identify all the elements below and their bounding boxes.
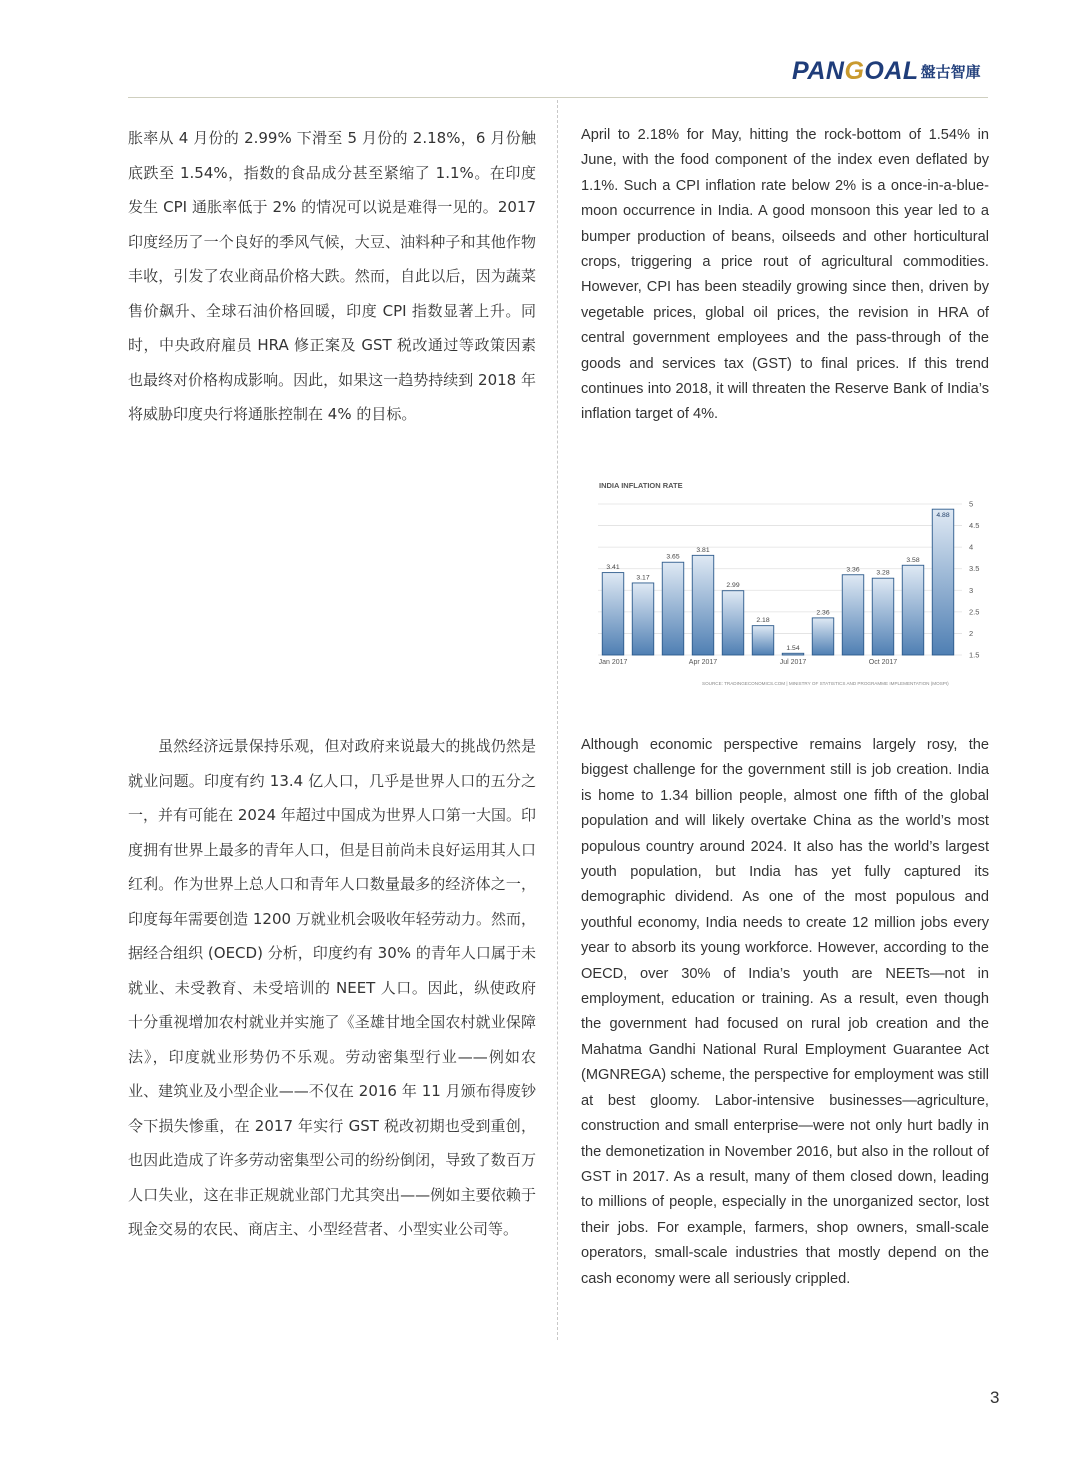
bar-value-label: 3.65	[666, 553, 680, 561]
y-tick-label: 4	[969, 542, 974, 552]
y-tick-label: 4.5	[969, 521, 980, 531]
y-tick-label: 1.5	[969, 650, 980, 660]
bar-value-label: 3.81	[696, 546, 710, 554]
bar-value-label: 2.36	[816, 609, 830, 617]
page-number: 3	[990, 1388, 1000, 1407]
bar-value-label: 3.41	[606, 564, 620, 572]
column-divider	[557, 100, 558, 1340]
bar-value-label: 3.17	[636, 574, 650, 582]
bar	[662, 562, 684, 655]
bar	[932, 509, 954, 655]
y-tick-label: 5	[969, 499, 974, 509]
bar	[812, 618, 834, 655]
x-tick-label: Jan 2017	[598, 659, 628, 666]
bar	[842, 575, 864, 655]
bar	[692, 555, 714, 655]
bar	[602, 573, 624, 655]
y-tick-label: 3.5	[969, 564, 980, 574]
bar-value-label: 3.28	[876, 569, 890, 577]
chart-title: INDIA INFLATION RATE	[599, 481, 683, 490]
logo-chinese-name: 盤古智庫	[920, 62, 981, 81]
bar	[752, 626, 774, 655]
x-tick-label: Apr 2017	[688, 659, 718, 666]
bar	[902, 565, 924, 655]
y-tick-label: 2	[969, 628, 974, 638]
bar	[632, 583, 654, 655]
header-rule	[128, 97, 988, 98]
english-paragraph-1: April to 2.18% for May, hitting the rock-bottom of 1.54% in June, with the food component of the index even deflated by 1.1%. Such a CPI inflation rate below 2% is a once-in-a-blue-moon occurrence in India. A good monsoon this year led to a bumper production of beans, oilseeds and other horticultural crops, triggering a price rout of agricultural commodities. However, CPI has been steadily growing since then, driven by vegetable prices, global oil prices, the revision in HRA of central government employees and the pass-through of the goods and services tax (GST) to final prices. If this trend continues into 2018, it will threaten the Reserve Bank of India’s inflation target of 4%.	[581, 127, 989, 423]
y-tick-label: 3	[969, 585, 974, 595]
pangoal-logo	[792, 56, 981, 86]
bar-value-label: 4.88	[936, 512, 950, 520]
english-paragraph-2: Although economic perspective remains largely rosy, the biggest challenge for the government still is job creation. India is home to 1.34 billion people, almost one fifth of the global population and will likely overtake China as the world’s most populous country around 2024. It also has the world’s largest youth population, but India has yet fully captured its demographic dividend. As one of the most populous and youthful economy, India needs to create 12 million jobs every year to absorb its young workforce. However, according to the OECD, over 30% of India’s youth are NEETs—not in employment, education or training. As a result, even though the government had focused on rural job creation and the Mahatma Gandhi National Rural Employment Guarantee Act (MGNREGA) scheme, the perspective for employment was still at best gloomy. Labor-intensive businesses—agriculture, construction and small enterprise—were not only hurt badly in the demonetization in November 2016, but also in the rollout of GST in 2017. As a result, many of them closed down, leading to millions of people, especially in the unorganized sector, lost their jobs. For example, farmers, shop owners, small-scale operators, small-scale industries that mostly depend on the cash economy were all seriously crippled.	[581, 737, 989, 1287]
y-tick-label: 2.5	[969, 607, 980, 617]
logo-g-emblem: G	[844, 56, 865, 85]
bar	[722, 591, 744, 655]
bar	[872, 578, 894, 655]
logo-wordmark: PANGOAL	[792, 56, 919, 85]
x-tick-label: Oct 2017	[868, 659, 898, 666]
bar-value-label: 1.54	[786, 644, 800, 652]
bar-value-label: 3.36	[846, 566, 860, 574]
chinese-paragraph-2: 虽然经济远景保持乐观，但对政府来说最大的挑战仍然是就业问题。印度有约 13.4 亿人口，几乎是世界人口的五分之一，并有可能在 2024 年超过中国成为世界人口第一大国。印度拥有世界上最多的青年人口，但是目前尚未良好运用其人口红利。作为世界上总人口和青年人口数量最多的经济体之一，印度每年需要创造 1200 万就业机会吸收年轻劳动力。然而，据经合组织 (OECD) 分析，印度约有 30% 的青年人口属于未就业、未受教育、未受培训的 NEET 人口。因此，纵使政府十分重视增加农村就业并实施了《圣雄甘地全国农村就业保障法》，印度就业形势仍不乐观。劳动密集型行业——例如农业、建筑业及小型企业——不仅在 2016 年 11 月颁布得废钞令下损失惨重，在 2017 年实行 GST 税改初期也受到重创，也因此造成了许多劳动密集型公司的纷纷倒闭，导致了数百万人口失业，这在非正规就业部门尤其突出——例如主要依赖于现金交易的农民、商店主、小型经营者、小型实业公司等。	[128, 737, 536, 1238]
bar	[782, 653, 804, 655]
inflation-bar-chart	[586, 474, 986, 690]
chart-source: SOURCE: TRADINGECONOMICS.COM | MINISTRY OF STATISTICS AND PROGRAMME IMPLEMENTATION (MOSPI)	[702, 681, 949, 686]
bar-value-label: 3.58	[906, 556, 920, 564]
chinese-paragraph-1: 胀率从 4 月份的 2.99% 下滑至 5 月份的 2.18%，6 月份触底跌至 1.54%，指数的食品成分甚至紧缩了 1.1%。在印度发生 CPI 通胀率低于 2% 的情况可以说是难得一见的。2017 印度经历了一个良好的季风气候，大豆、油料种子和其他作物丰收，引发了农业商品价格大跌。然而，自此以后，因为蔬菜售价飙升、全球石油价格回暖，印度 CPI 指数显著上升。同时，中央政府雇员 HRA 修正案及 GST 税改通过等政策因素也最终对价格构成影响。因此，如果这一趋势持续到 2018 年将威胁印度央行将通胀控制在 4% 的目标。	[128, 129, 536, 423]
bar-value-label: 2.18	[756, 617, 770, 625]
bar-value-label: 2.99	[726, 582, 740, 590]
x-tick-label: Jul 2017	[779, 659, 807, 666]
